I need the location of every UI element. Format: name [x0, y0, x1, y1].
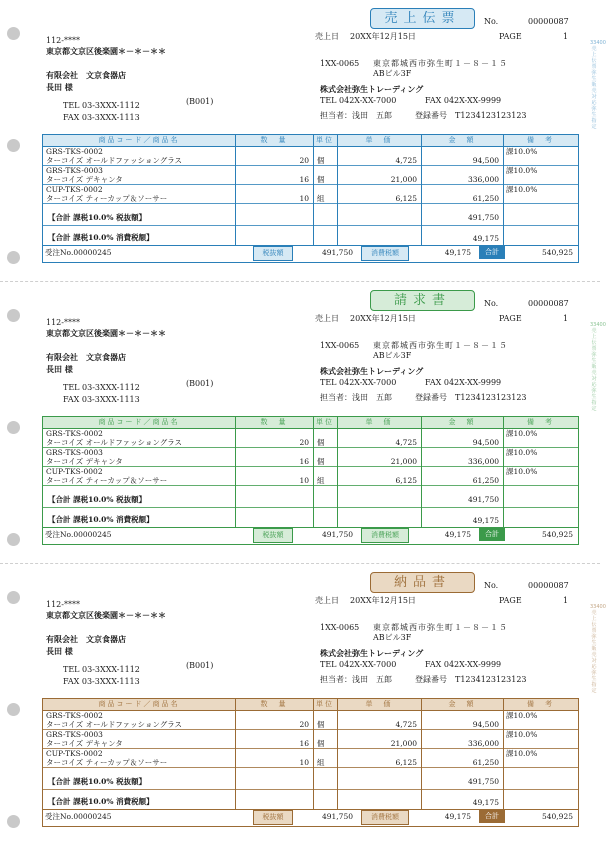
customer-company: 有限会社 文京食器店: [46, 634, 126, 644]
sender-building: ABビル3F: [373, 633, 412, 642]
customer-person: 長田 様: [46, 646, 73, 656]
item-name: ターコイズ ティーカップ＆ソーサー: [46, 758, 168, 767]
item-price: 4,725: [395, 438, 417, 447]
header-product: 商品コード／商品名: [98, 700, 180, 708]
header-qty: 数 量: [260, 700, 288, 708]
grid-vline: [313, 135, 314, 246]
sender-company: 株式会社弥生トレーディング: [320, 84, 424, 94]
grid-hline: [43, 165, 578, 166]
tax-total-value: 49,175: [444, 812, 471, 821]
sender-postal: 1XX-0065: [320, 59, 360, 68]
customer-postal: 112-****: [46, 600, 80, 609]
item-name: ターコイズ デキャンタ: [46, 457, 123, 466]
order-number: 受注No.00000245: [45, 248, 112, 257]
net-value: 491,750: [321, 248, 353, 257]
header-amount: 金 額: [448, 136, 476, 144]
item-note: 課10.0%: [506, 711, 538, 720]
item-price: 6,125: [395, 758, 417, 767]
side-print: [590, 604, 606, 804]
table-header: [43, 417, 578, 429]
item-name: ターコイズ オールドファッショングラス: [46, 720, 183, 729]
item-name: ターコイズ オールドファッショングラス: [46, 438, 183, 447]
doc-no: 00000087: [528, 581, 569, 590]
sender-fax: FAX 042X-XX-9999: [425, 660, 502, 669]
items-table: [42, 134, 579, 263]
item-unit: 個: [317, 720, 325, 729]
grid-vline: [235, 135, 236, 246]
header-amount: 金 額: [448, 700, 476, 708]
header-amount: 金 額: [448, 418, 476, 426]
order-number: 受注No.00000245: [45, 812, 112, 821]
page-label: PAGE: [499, 32, 522, 41]
grid-hline: [43, 225, 578, 226]
header-note: 備 考: [527, 418, 554, 426]
grid-vline: [337, 135, 338, 246]
grid-vline: [235, 699, 236, 810]
items-table: [42, 698, 579, 827]
item-amount: 61,250: [472, 476, 499, 485]
slip-sheet: [0, 282, 606, 563]
sender-company: 株式会社弥生トレーディング: [320, 648, 424, 658]
tax-total-value: 49,175: [444, 530, 471, 539]
header-unit: 単位: [316, 700, 334, 708]
item-price: 4,725: [395, 156, 417, 165]
header-price: 単 価: [365, 418, 393, 426]
page-no: 1: [563, 314, 569, 323]
sender-address: 東京都城西市弥生町１－８－１５: [373, 341, 508, 350]
item-code: CUP-TKS-0002: [46, 185, 103, 194]
tax-value: 49,175: [472, 798, 499, 807]
customer-code: (B001): [186, 661, 214, 670]
item-code: GRS-TKS-0003: [46, 730, 103, 739]
tax-total-label: 消費税額: [361, 810, 409, 825]
side-print-text: 33400 売上伝票 弥生販売対応 弥生指定: [590, 604, 606, 694]
header-note: 備 考: [527, 700, 554, 708]
page-no: 1: [563, 32, 569, 41]
doc-no-label: No.: [484, 17, 499, 26]
customer-fax: FAX 03-3XXX-1113: [63, 113, 140, 122]
total-label: 合計: [479, 528, 505, 541]
item-code: GRS-TKS-0002: [46, 711, 103, 720]
grid-vline: [313, 417, 314, 528]
sender-building: ABビル3F: [373, 351, 412, 360]
sender-company: 株式会社弥生トレーディング: [320, 366, 424, 376]
item-qty: 20: [299, 156, 309, 165]
customer-person: 長田 様: [46, 82, 73, 92]
grid-vline: [421, 135, 422, 246]
item-unit: 個: [317, 457, 325, 466]
date-label: 売上日: [315, 314, 339, 323]
sender-tel: TEL 042X-XX-7000: [320, 96, 397, 105]
customer-postal: 112-****: [46, 36, 80, 45]
sender-fax: FAX 042X-XX-9999: [425, 378, 502, 387]
page-label: PAGE: [499, 596, 522, 605]
grid-hline: [43, 184, 578, 185]
sender-reg: 登録番号 T1234123123123: [415, 111, 527, 120]
item-price: 6,125: [395, 194, 417, 203]
item-unit: 組: [317, 758, 325, 767]
punch-hole-icon: [7, 815, 20, 828]
item-price: 6,125: [395, 476, 417, 485]
net-label: 税抜額: [253, 528, 293, 543]
item-note: 課10.0%: [506, 749, 538, 758]
item-note: 課10.0%: [506, 467, 538, 476]
item-unit: 組: [317, 194, 325, 203]
header-price: 単 価: [365, 136, 393, 144]
total-value: 540,925: [541, 812, 573, 821]
sender-postal: 1XX-0065: [320, 341, 360, 350]
table-header: [43, 135, 578, 147]
doc-no: 00000087: [528, 299, 569, 308]
net-value: 491,750: [321, 530, 353, 539]
item-note: 課10.0%: [506, 429, 538, 438]
item-unit: 個: [317, 739, 325, 748]
sender-tel: TEL 042X-XX-7000: [320, 378, 397, 387]
items-table: [42, 416, 579, 545]
item-amount: 336,000: [467, 175, 499, 184]
item-code: CUP-TKS-0002: [46, 749, 103, 758]
grid-hline: [43, 748, 578, 749]
item-qty: 10: [299, 194, 309, 203]
customer-address: 東京都文京区後楽園＊－＊－＊＊: [46, 610, 166, 620]
side-print: [590, 40, 606, 240]
date-label: 売上日: [315, 32, 339, 41]
table-header: [43, 699, 578, 711]
item-unit: 個: [317, 175, 325, 184]
grid-hline: [43, 507, 578, 508]
item-amount: 61,250: [472, 194, 499, 203]
header-note: 備 考: [527, 136, 554, 144]
total-value: 540,925: [541, 248, 573, 257]
date-value: 20XX年12月15日: [350, 596, 416, 605]
perforation-line: [0, 563, 600, 564]
net-label: 税抜額: [253, 246, 293, 261]
item-note: 課10.0%: [506, 730, 538, 739]
sender-reg: 登録番号 T1234123123123: [415, 675, 527, 684]
grid-hline: [43, 485, 578, 486]
date-value: 20XX年12月15日: [350, 314, 416, 323]
grid-vline: [235, 417, 236, 528]
customer-fax: FAX 03-3XXX-1113: [63, 395, 140, 404]
total-label: 合計: [479, 810, 505, 823]
slip-sheet: [0, 0, 606, 281]
grid-vline: [421, 417, 422, 528]
date-value: 20XX年12月15日: [350, 32, 416, 41]
doc-no-label: No.: [484, 299, 499, 308]
item-name: ターコイズ ティーカップ＆ソーサー: [46, 194, 168, 203]
tax-total-label: 消費税額: [361, 528, 409, 543]
total-value: 540,925: [541, 530, 573, 539]
document-title: 請求書: [370, 290, 475, 311]
grid-vline: [337, 417, 338, 528]
sender-staff: 担当者：浅田 五郎: [320, 675, 392, 684]
item-code: GRS-TKS-0003: [46, 448, 103, 457]
side-print-text: 33400 売上伝票 弥生販売対応 弥生指定: [590, 40, 606, 130]
item-amount: 336,000: [467, 457, 499, 466]
sender-fax: FAX 042X-XX-9999: [425, 96, 502, 105]
subtotal-label: 【合計 課税10.0% 税抜額】: [48, 495, 147, 504]
item-qty: 16: [299, 457, 309, 466]
item-price: 21,000: [390, 457, 417, 466]
sender-reg: 登録番号 T1234123123123: [415, 393, 527, 402]
punch-hole-icon: [7, 591, 20, 604]
tax-label: 【合計 課税10.0% 消費税額】: [48, 233, 154, 242]
item-unit: 組: [317, 476, 325, 485]
sender-tel: TEL 042X-XX-7000: [320, 660, 397, 669]
grid-vline: [421, 699, 422, 810]
subtotal-value: 491,750: [467, 495, 499, 504]
grid-vline: [503, 135, 504, 246]
tax-total-value: 49,175: [444, 248, 471, 257]
side-print: [590, 322, 606, 522]
sender-postal: 1XX-0065: [320, 623, 360, 632]
net-label: 税抜額: [253, 810, 293, 825]
tax-value: 49,175: [472, 234, 499, 243]
subtotal-label: 【合計 課税10.0% 税抜額】: [48, 777, 147, 786]
document-title: 納品書: [370, 572, 475, 593]
item-price: 21,000: [390, 175, 417, 184]
grid-hline: [43, 729, 578, 730]
sender-staff: 担当者：浅田 五郎: [320, 111, 392, 120]
customer-company: 有限会社 文京食器店: [46, 352, 126, 362]
customer-code: (B001): [186, 97, 214, 106]
item-amount: 61,250: [472, 758, 499, 767]
item-note: 課10.0%: [506, 166, 538, 175]
grid-vline: [337, 699, 338, 810]
customer-code: (B001): [186, 379, 214, 388]
item-qty: 20: [299, 720, 309, 729]
date-label: 売上日: [315, 596, 339, 605]
tax-label: 【合計 課税10.0% 消費税額】: [48, 797, 154, 806]
item-code: CUP-TKS-0002: [46, 467, 103, 476]
item-price: 21,000: [390, 739, 417, 748]
perforation-line: [0, 281, 600, 282]
item-name: ターコイズ デキャンタ: [46, 175, 123, 184]
item-note: 課10.0%: [506, 147, 538, 156]
header-unit: 単位: [316, 418, 334, 426]
sender-address: 東京都城西市弥生町１－８－１５: [373, 59, 508, 68]
item-qty: 20: [299, 438, 309, 447]
punch-hole-icon: [7, 703, 20, 716]
page-label: PAGE: [499, 314, 522, 323]
page-no: 1: [563, 596, 569, 605]
punch-hole-icon: [7, 27, 20, 40]
grid-hline: [43, 767, 578, 768]
total-label: 合計: [479, 246, 505, 259]
item-qty: 10: [299, 476, 309, 485]
sender-building: ABビル3F: [373, 69, 412, 78]
grid-vline: [503, 417, 504, 528]
punch-hole-icon: [7, 309, 20, 322]
header-price: 単 価: [365, 700, 393, 708]
customer-person: 長田 様: [46, 364, 73, 374]
customer-address: 東京都文京区後楽園＊－＊－＊＊: [46, 46, 166, 56]
item-name: ターコイズ ティーカップ＆ソーサー: [46, 476, 168, 485]
item-note: 課10.0%: [506, 185, 538, 194]
punch-hole-icon: [7, 139, 20, 152]
item-price: 4,725: [395, 720, 417, 729]
net-value: 491,750: [321, 812, 353, 821]
order-number: 受注No.00000245: [45, 530, 112, 539]
item-qty: 16: [299, 175, 309, 184]
slip-sheet: [0, 564, 606, 845]
item-code: GRS-TKS-0002: [46, 429, 103, 438]
doc-no-label: No.: [484, 581, 499, 590]
header-unit: 単位: [316, 136, 334, 144]
item-note: 課10.0%: [506, 448, 538, 457]
item-name: ターコイズ デキャンタ: [46, 739, 123, 748]
tax-label: 【合計 課税10.0% 消費税額】: [48, 515, 154, 524]
subtotal-label: 【合計 課税10.0% 税抜額】: [48, 213, 147, 222]
item-unit: 個: [317, 156, 325, 165]
item-code: GRS-TKS-0002: [46, 147, 103, 156]
item-name: ターコイズ オールドファッショングラス: [46, 156, 183, 165]
punch-hole-icon: [7, 251, 20, 264]
header-qty: 数 量: [260, 136, 288, 144]
sender-staff: 担当者：浅田 五郎: [320, 393, 392, 402]
customer-address: 東京都文京区後楽園＊－＊－＊＊: [46, 328, 166, 338]
header-qty: 数 量: [260, 418, 288, 426]
customer-fax: FAX 03-3XXX-1113: [63, 677, 140, 686]
item-amount: 336,000: [467, 739, 499, 748]
item-qty: 10: [299, 758, 309, 767]
document-title: 売上伝票: [370, 8, 475, 29]
grid-hline: [43, 466, 578, 467]
item-qty: 16: [299, 739, 309, 748]
customer-postal: 112-****: [46, 318, 80, 327]
item-amount: 94,500: [472, 720, 499, 729]
item-code: GRS-TKS-0003: [46, 166, 103, 175]
header-product: 商品コード／商品名: [98, 136, 180, 144]
item-unit: 個: [317, 438, 325, 447]
sender-address: 東京都城西市弥生町１－８－１５: [373, 623, 508, 632]
subtotal-value: 491,750: [467, 213, 499, 222]
tax-value: 49,175: [472, 516, 499, 525]
grid-vline: [503, 699, 504, 810]
grid-hline: [43, 447, 578, 448]
grid-hline: [43, 789, 578, 790]
header-product: 商品コード／商品名: [98, 418, 180, 426]
side-print-text: 33400 売上伝票 弥生販売対応 弥生指定: [590, 322, 606, 412]
punch-hole-icon: [7, 421, 20, 434]
grid-hline: [43, 203, 578, 204]
customer-tel: TEL 03-3XXX-1112: [63, 383, 140, 392]
item-amount: 94,500: [472, 156, 499, 165]
customer-tel: TEL 03-3XXX-1112: [63, 665, 140, 674]
punch-hole-icon: [7, 533, 20, 546]
customer-company: 有限会社 文京食器店: [46, 70, 126, 80]
item-amount: 94,500: [472, 438, 499, 447]
subtotal-value: 491,750: [467, 777, 499, 786]
tax-total-label: 消費税額: [361, 246, 409, 261]
customer-tel: TEL 03-3XXX-1112: [63, 101, 140, 110]
grid-vline: [313, 699, 314, 810]
doc-no: 00000087: [528, 17, 569, 26]
